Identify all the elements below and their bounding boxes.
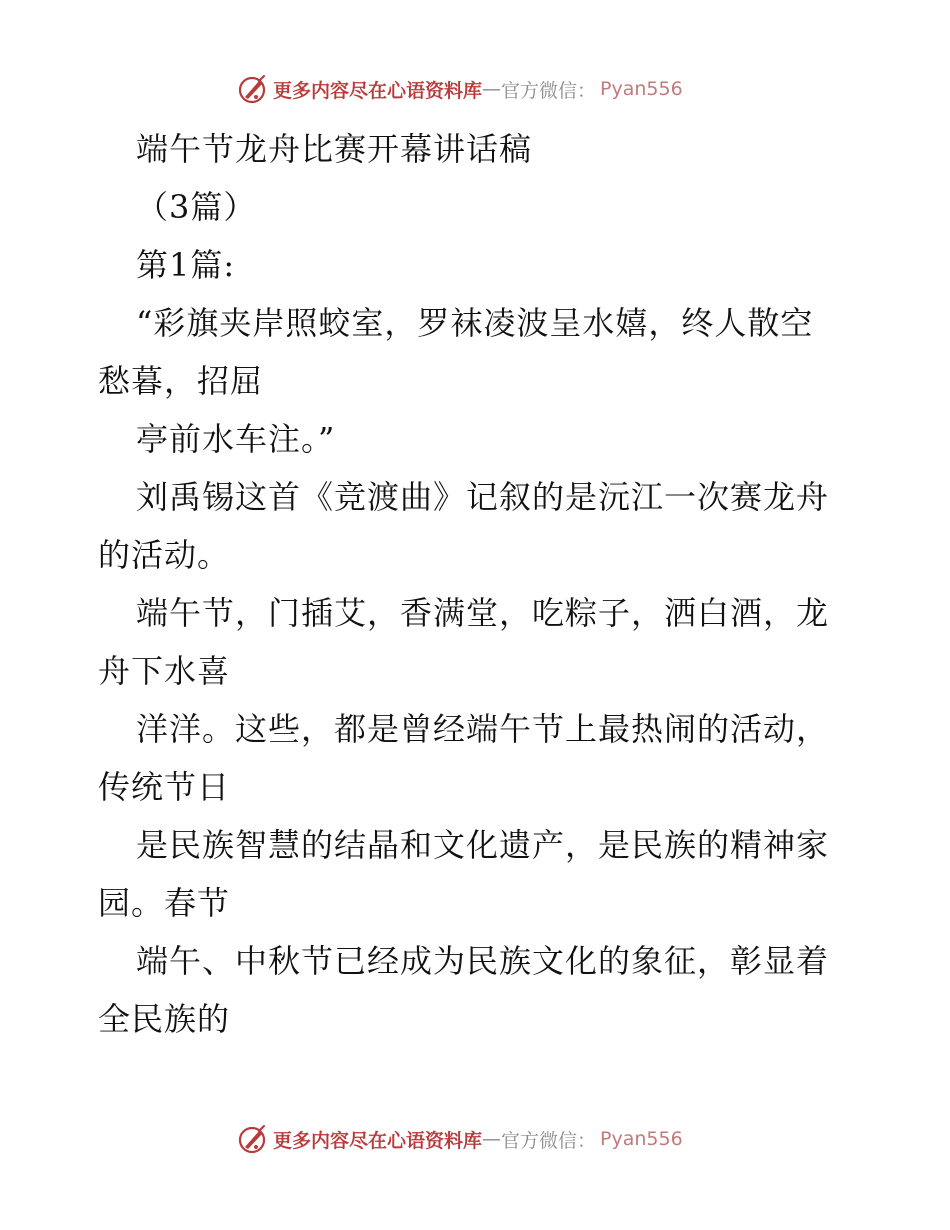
paragraph-line: 端午、中秋节已经成为民族文化的象征，彰显着 — [136, 942, 830, 980]
paragraph-line: 园。春节 — [98, 884, 231, 922]
paragraph-line: 端午节，门插艾，香满堂，吃粽子，洒白酒，龙 — [136, 594, 830, 632]
wechat-id: Pyan556 — [600, 78, 683, 100]
wechat-label: 官方微信： — [501, 79, 597, 102]
paragraph-line: 传统节日 — [98, 768, 231, 806]
promo-text: 更多内容尽在心语资料库 — [273, 79, 483, 102]
paragraph-line: 舟下水喜 — [98, 652, 231, 690]
paragraph-line: 的活动。 — [98, 536, 231, 574]
banner-dash: — — [482, 1128, 502, 1150]
wechat-label: 官方微信： — [501, 1129, 597, 1152]
footer-banner — [236, 1122, 756, 1156]
paragraph-line: “彩旗夹岸照蛟室，罗袜凌波呈水嬉，终人散空 — [136, 304, 814, 342]
paragraph-line: 是民族智慧的结晶和文化遗产，是民族的精神家 — [136, 826, 830, 864]
quill-logo-icon — [236, 73, 268, 105]
document-subtitle: （3篇） — [136, 188, 257, 226]
document-body — [98, 120, 858, 1048]
document-title: 端午节龙舟比赛开幕讲话稿 — [136, 130, 533, 168]
paragraph-line: 洋洋。这些，都是曾经端午节上最热闹的活动， — [136, 710, 830, 748]
paragraph-line: 刘禹锡这首《竞渡曲》记叙的是沅江一次赛龙舟 — [136, 478, 830, 516]
quill-logo-icon — [236, 1123, 268, 1155]
section-heading: 第1篇: — [136, 246, 236, 284]
banner-dash: — — [482, 78, 502, 100]
paragraph-line: 全民族的 — [98, 1000, 231, 1038]
header-banner — [236, 72, 756, 106]
promo-text: 更多内容尽在心语资料库 — [273, 1129, 483, 1152]
paragraph-line: 亭前水车注。” — [136, 420, 336, 458]
wechat-id: Pyan556 — [600, 1128, 683, 1150]
paragraph-line: 愁暮，招屈 — [98, 362, 264, 400]
